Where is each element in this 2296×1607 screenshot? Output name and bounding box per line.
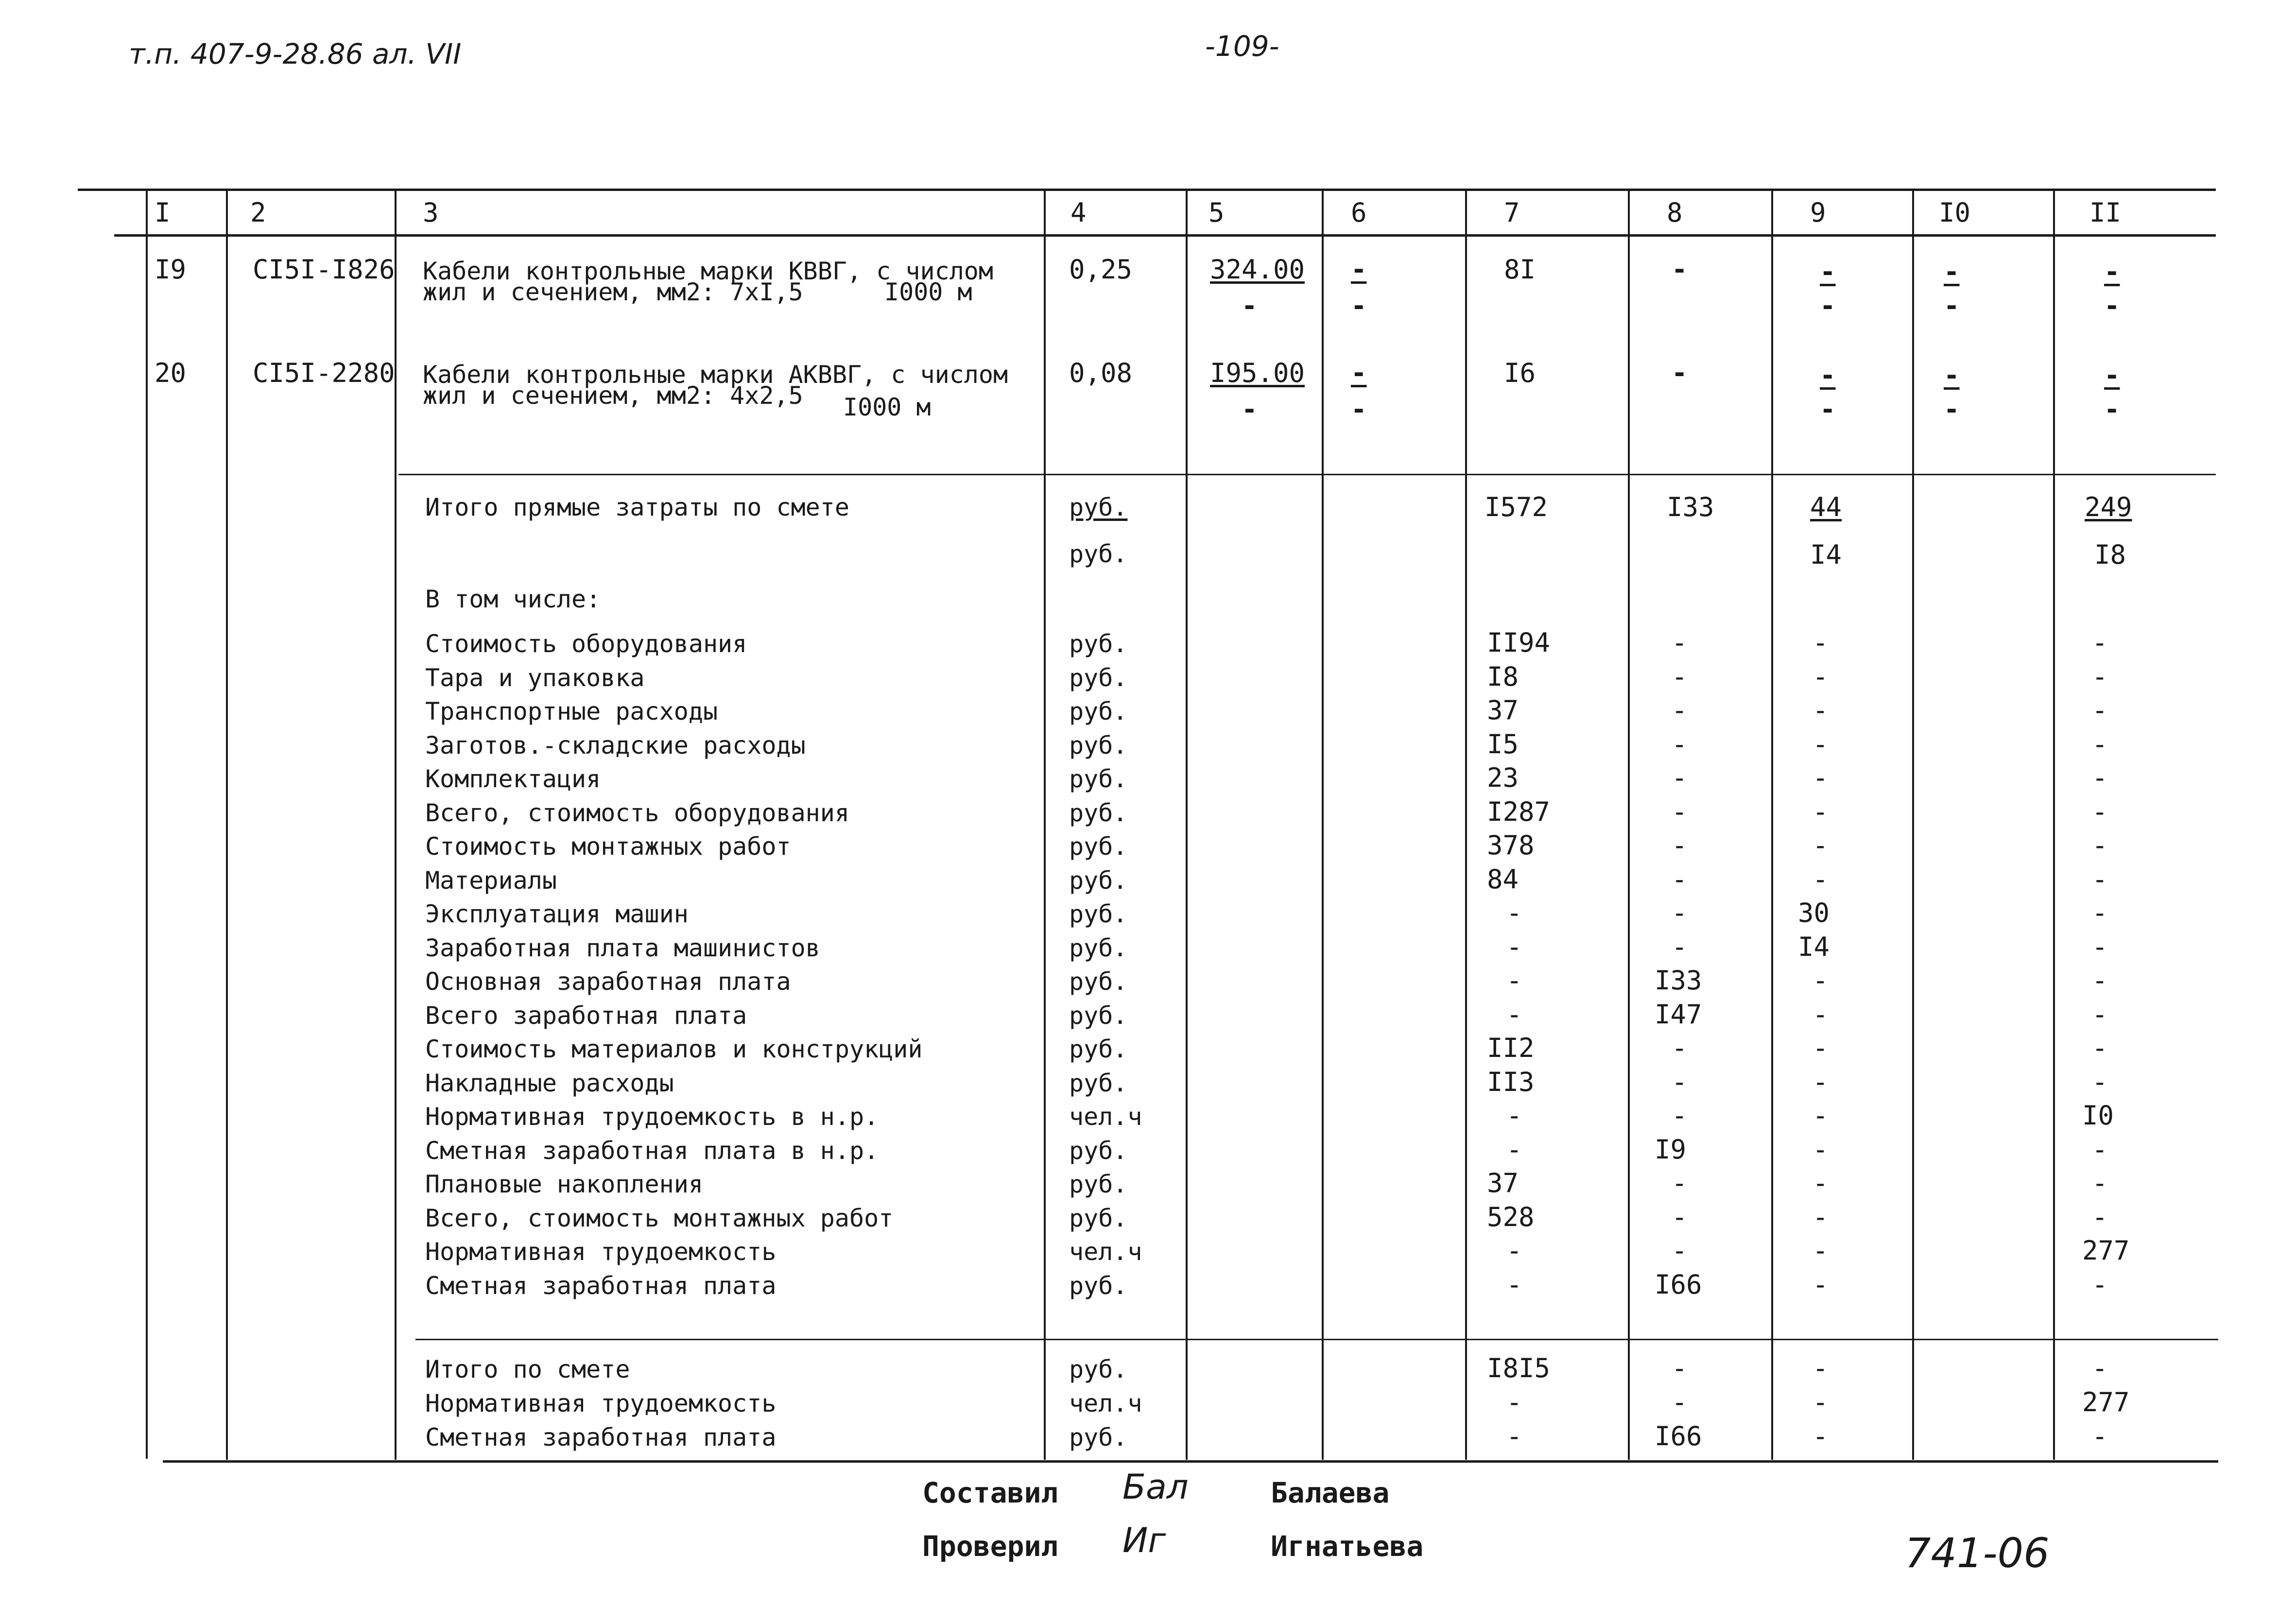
direct-costs-unit: руб. [1069, 493, 1128, 521]
breakdown-label: Итого по смете [425, 1355, 630, 1383]
column-divider [1322, 190, 1324, 1460]
breakdown-c8: - [1672, 830, 1688, 861]
direct-costs-c11-sub: I8 [2094, 539, 2126, 570]
breakdown-c8: - [1672, 1033, 1688, 1063]
breakdown-c8: - [1672, 1201, 1688, 1232]
breakdown-c11: - [2092, 695, 2108, 726]
breakdown-c11: - [2092, 1168, 2108, 1198]
breakdown-unit: чел.ч [1069, 1389, 1142, 1417]
breakdown-label: Всего заработная плата [425, 1001, 747, 1030]
column-header: 4 [1070, 197, 1087, 228]
breakdown-c7: I287 [1487, 796, 1551, 827]
item-c10-sub: - [1944, 291, 1960, 321]
breakdown-label: Сметная заработная плата в н.р. [425, 1136, 879, 1165]
breakdown-unit: руб. [1069, 1035, 1128, 1063]
signature-role: Проверил [922, 1530, 1058, 1563]
item-c11: - [2104, 257, 2120, 287]
column-header: 6 [1351, 197, 1367, 228]
breakdown-c9: - [1813, 1201, 1829, 1232]
table-bottom-rule [163, 1460, 2218, 1463]
breakdown-c9: - [1813, 796, 1829, 827]
breakdown-c11: - [2092, 1066, 2108, 1097]
breakdown-unit: руб. [1069, 900, 1128, 928]
column-header: 8 [1667, 197, 1683, 228]
page-number: -109- [1205, 30, 1279, 63]
breakdown-c7: 37 [1487, 1168, 1519, 1198]
breakdown-c7: - [1506, 965, 1522, 996]
item-c10-sub: - [1944, 394, 1960, 425]
breakdown-c8: - [1672, 627, 1688, 658]
breakdown-c8: - [1672, 796, 1688, 827]
breakdown-c8: I9 [1655, 1134, 1687, 1165]
breakdown-label: Плановые накопления [425, 1170, 703, 1198]
breakdown-c9: - [1813, 1168, 1829, 1198]
item-price-sub: - [1242, 394, 1258, 425]
breakdown-c7: - [1506, 898, 1522, 928]
including-label: В том числе: [425, 585, 601, 613]
breakdown-label: Стоимость материалов и конструкций [425, 1035, 923, 1063]
breakdown-unit: руб. [1069, 1136, 1128, 1165]
column-divider [1771, 190, 1773, 1460]
breakdown-c7: - [1506, 1387, 1522, 1417]
breakdown-c11: - [2092, 864, 2108, 895]
breakdown-c8: - [1672, 728, 1688, 760]
breakdown-unit: чел.ч [1069, 1103, 1142, 1131]
breakdown-label: Комплектация [425, 765, 601, 793]
breakdown-c9: - [1813, 728, 1829, 760]
breakdown-c9: - [1813, 1134, 1829, 1165]
breakdown-unit: руб. [1069, 1271, 1128, 1300]
table-top-rule [78, 189, 2216, 191]
breakdown-label: Основная заработная плата [425, 968, 791, 996]
breakdown-c9: - [1813, 1387, 1829, 1417]
column-divider [226, 190, 228, 1460]
breakdown-c11: - [2092, 796, 2108, 827]
breakdown-c11: - [2092, 830, 2108, 861]
item-quantity: 0,08 [1069, 358, 1133, 388]
breakdown-c11: - [2092, 627, 2108, 658]
item-description-2: жил и сечением, мм2: 7xI,5 [423, 278, 803, 306]
breakdown-c7: - [1506, 1269, 1522, 1300]
breakdown-c8: - [1672, 762, 1688, 793]
breakdown-c7: - [1506, 931, 1522, 962]
breakdown-c7: I5 [1487, 728, 1519, 760]
breakdown-unit: руб. [1069, 1423, 1128, 1451]
breakdown-c11: I0 [2082, 1100, 2114, 1131]
breakdown-c7: - [1506, 1421, 1522, 1451]
breakdown-c9: - [1813, 830, 1829, 861]
breakdown-label: Заготов.-складские расходы [425, 731, 806, 760]
breakdown-label: Сметная заработная плата [425, 1271, 777, 1300]
breakdown-c7: - [1506, 999, 1522, 1030]
item-price: I95.00 [1210, 358, 1305, 388]
breakdown-label: Эксплуатация машин [425, 900, 689, 928]
item-code: CI5I-I826 [253, 254, 395, 285]
column-divider [1186, 190, 1188, 1460]
breakdown-c7: 378 [1487, 830, 1535, 861]
signature-initials: Иг [1122, 1521, 1166, 1560]
column-divider [1044, 190, 1046, 1460]
breakdown-c7: 84 [1487, 864, 1519, 895]
signature-name: Балаева [1271, 1476, 1390, 1509]
breakdown-label: Нормативная трудоемкость [425, 1389, 777, 1417]
breakdown-c8: - [1672, 931, 1688, 962]
breakdown-c9: - [1813, 762, 1829, 793]
breakdown-c11: - [2092, 898, 2108, 928]
breakdown-c7: 528 [1487, 1201, 1535, 1232]
item-number: I9 [155, 254, 187, 285]
breakdown-c11: - [2092, 1421, 2108, 1451]
breakdown-c7: II94 [1487, 627, 1551, 658]
breakdown-c8: - [1672, 1168, 1688, 1198]
breakdown-unit: руб. [1069, 663, 1128, 692]
item-c6-sub: - [1351, 394, 1367, 425]
breakdown-c9: - [1813, 965, 1829, 996]
item-description: Кабели контрольные марки АКВВГ, с числом [423, 361, 1008, 389]
breakdown-unit: руб. [1069, 866, 1128, 895]
item-price: 324.00 [1210, 254, 1305, 285]
signature-role: Составил [922, 1476, 1058, 1509]
item-description: Кабели контрольные марки КВВГ, с числом [423, 257, 993, 285]
direct-costs-unit-2: руб. [1069, 540, 1128, 568]
breakdown-c8: - [1672, 1235, 1688, 1266]
column-header: 2 [250, 197, 266, 228]
item-c11-sub: - [2104, 291, 2120, 321]
item-c11-sub: - [2104, 394, 2120, 425]
breakdown-c7: - [1506, 1134, 1522, 1165]
breakdown-unit: руб. [1069, 933, 1128, 962]
breakdown-label: Материалы [425, 866, 557, 895]
item-c9-sub: - [1820, 394, 1836, 425]
breakdown-label: Накладные расходы [425, 1069, 674, 1097]
item-description-2: жил и сечением, мм2: 4x2,5 [423, 381, 803, 410]
breakdown-label: Всего, стоимость оборудования [425, 798, 849, 827]
breakdown-c8: - [1672, 1387, 1688, 1417]
breakdown-c7: II3 [1487, 1066, 1535, 1097]
item-code: CI5I-2280 [253, 358, 395, 388]
item-c9-sub: - [1820, 291, 1836, 321]
item-c8: - [1672, 254, 1688, 285]
item-c6: - [1351, 254, 1367, 285]
breakdown-c8: I47 [1655, 999, 1702, 1030]
breakdown-c7: 23 [1487, 762, 1519, 793]
breakdown-c8: - [1672, 1353, 1688, 1383]
breakdown-label: Транспортные расходы [425, 697, 718, 726]
column-divider [1465, 190, 1467, 1460]
breakdown-c9: - [1813, 661, 1829, 692]
item-c6: - [1351, 358, 1367, 388]
breakdown-unit: руб. [1069, 1170, 1128, 1198]
breakdown-c7: I8I5 [1487, 1353, 1551, 1383]
item-c9: - [1820, 360, 1836, 391]
breakdown-unit: руб. [1069, 798, 1128, 827]
breakdown-c8: - [1672, 1100, 1688, 1131]
direct-costs-c9-sub: I4 [1810, 539, 1842, 570]
breakdown-label: Всего, стоимость монтажных работ [425, 1204, 894, 1232]
breakdown-c8: I66 [1655, 1421, 1702, 1451]
breakdown-label: Нормативная трудоемкость [425, 1238, 777, 1266]
breakdown-c11: - [2092, 1269, 2108, 1300]
breakdown-c11: - [2092, 931, 2108, 962]
items-bottom-rule [398, 474, 2216, 475]
breakdown-c11: - [2092, 1201, 2108, 1232]
breakdown-c11: - [2092, 762, 2108, 793]
item-unit: I000 м [843, 393, 931, 421]
item-c7: I6 [1504, 358, 1536, 388]
breakdown-c11: 277 [2082, 1387, 2130, 1417]
stamp-number: 741-06 [1905, 1529, 2050, 1577]
breakdown-c11: - [2092, 965, 2108, 996]
breakdown-c9: - [1813, 1066, 1829, 1097]
breakdown-unit: руб. [1069, 1069, 1128, 1097]
signature-initials: Бал [1122, 1467, 1189, 1507]
breakdown-c9: 30 [1798, 898, 1830, 928]
breakdown-label: Тара и упаковка [425, 663, 645, 692]
breakdown-c9: I4 [1798, 931, 1830, 962]
direct-costs-c8: I33 [1667, 492, 1714, 522]
breakdown-c7: II2 [1487, 1033, 1535, 1063]
column-divider [146, 190, 148, 1459]
breakdown-c9: - [1813, 1421, 1829, 1451]
breakdown-label: Сметная заработная плата [425, 1423, 777, 1451]
breakdown-c9: - [1813, 1033, 1829, 1063]
item-price-sub: - [1242, 291, 1258, 321]
breakdown-c11: - [2092, 728, 2108, 760]
breakdown-c8: - [1672, 898, 1688, 928]
breakdown-unit: руб. [1069, 1001, 1128, 1030]
breakdown-label: Стоимость оборудования [425, 630, 747, 658]
column-header: 7 [1504, 197, 1520, 228]
breakdown-c8: - [1672, 1066, 1688, 1097]
item-c9: - [1820, 257, 1836, 287]
breakdown-unit: руб. [1069, 968, 1128, 996]
breakdown-c9: - [1813, 999, 1829, 1030]
breakdown-label: Стоимость монтажных работ [425, 832, 791, 861]
breakdown-c11: - [2092, 661, 2108, 692]
item-quantity: 0,25 [1069, 254, 1133, 285]
breakdown-c8: - [1672, 695, 1688, 726]
breakdown-c9: - [1813, 627, 1829, 658]
direct-costs-label: Итого прямые затраты по смете [425, 493, 849, 521]
item-number: 20 [155, 358, 187, 388]
breakdown-unit: руб. [1069, 765, 1128, 793]
direct-costs-c11: 249 [2085, 492, 2132, 522]
breakdown-c8: I33 [1655, 965, 1702, 996]
column-header: 5 [1208, 197, 1225, 228]
item-c8: - [1672, 358, 1688, 388]
breakdown-c11: - [2092, 1353, 2108, 1383]
breakdown-c8: I66 [1655, 1269, 1702, 1300]
signature-name: Игнатьева [1271, 1530, 1424, 1563]
breakdown-c11: 277 [2082, 1235, 2130, 1266]
breakdown-bottom-rule [415, 1339, 2218, 1340]
breakdown-c7: - [1506, 1235, 1522, 1266]
breakdown-c11: - [2092, 1134, 2108, 1165]
breakdown-unit: руб. [1069, 697, 1128, 726]
breakdown-c9: - [1813, 695, 1829, 726]
item-c10: - [1944, 360, 1960, 391]
column-header: I0 [1939, 197, 1971, 228]
breakdown-c9: - [1813, 864, 1829, 895]
item-c11: - [2104, 360, 2120, 391]
doc-reference: т.п. 407-9-28.86 ал. VII [129, 37, 462, 70]
breakdown-unit: руб. [1069, 630, 1128, 658]
breakdown-unit: руб. [1069, 1204, 1128, 1232]
direct-costs-c9: 44 [1810, 492, 1842, 522]
column-header: II [2089, 197, 2122, 228]
breakdown-label: Нормативная трудоемкость в н.р. [425, 1103, 879, 1131]
breakdown-c11: - [2092, 999, 2108, 1030]
item-c7: 8I [1504, 254, 1536, 285]
item-unit: I000 м [884, 278, 972, 306]
breakdown-c7: I8 [1487, 661, 1519, 692]
column-header: 9 [1810, 197, 1826, 228]
breakdown-c8: - [1672, 864, 1688, 895]
direct-costs-c7: I572 [1485, 492, 1548, 522]
column-header: I [155, 197, 171, 228]
breakdown-c9: - [1813, 1100, 1829, 1131]
breakdown-unit: чел.ч [1069, 1238, 1142, 1266]
column-divider [2053, 190, 2055, 1460]
breakdown-unit: руб. [1069, 1355, 1128, 1383]
breakdown-c9: - [1813, 1353, 1829, 1383]
item-c6-sub: - [1351, 291, 1367, 321]
breakdown-c7: - [1506, 1100, 1522, 1131]
column-header: 3 [423, 197, 439, 228]
breakdown-c8: - [1672, 661, 1688, 692]
item-c10: - [1944, 257, 1960, 287]
header-bottom-rule [114, 234, 2216, 237]
breakdown-c9: - [1813, 1235, 1829, 1266]
column-divider [1628, 190, 1630, 1460]
breakdown-unit: руб. [1069, 832, 1128, 861]
breakdown-unit: руб. [1069, 731, 1128, 760]
breakdown-c9: - [1813, 1269, 1829, 1300]
breakdown-c11: - [2092, 1033, 2108, 1063]
breakdown-label: Заработная плата машинистов [425, 933, 820, 962]
column-divider [1912, 190, 1914, 1460]
breakdown-c7: 37 [1487, 695, 1519, 726]
